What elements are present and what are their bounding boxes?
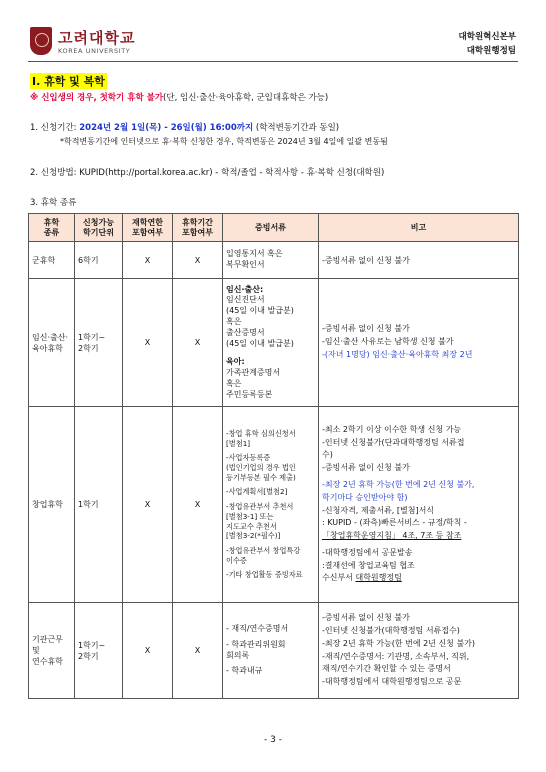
row2-type — [29, 279, 75, 407]
row2-period: X — [173, 279, 223, 407]
row3-remark-line: -최소 2학기 이상 이수한 학생 신청 가능 — [322, 424, 462, 434]
row3-doc-line: -사업자등록증 — [226, 453, 271, 463]
row2-doc-line: 가족관계증명서 — [226, 368, 281, 378]
row3-remark-line — [322, 572, 515, 585]
crest-icon — [30, 27, 52, 55]
row3-remark-line: -인터넷 신청불가(단과대학행정팀 서류접 — [322, 437, 465, 447]
row3-remark-blue: -최장 2년 휴학 가능(한 번에 2년 신청 불가, — [322, 479, 475, 489]
row1-enrollment: X — [123, 242, 173, 279]
row4-unit-text: 1학기~ 2학기 — [78, 640, 106, 661]
row3-doc-line: [별첨1] — [226, 438, 251, 448]
freshman-note-red: ※ 신입생의 경우, 첫학기 휴학 불가 — [30, 93, 164, 103]
row4-remark-line: 재직/연수기간 확인할 수 있는 증명서 — [322, 664, 451, 674]
hdr-period: 휴학기간 포함여부 — [182, 217, 213, 237]
row3-remark-line: 수) — [322, 450, 333, 460]
col-header-remarks — [319, 214, 519, 242]
hdr-remarks: 비고 — [410, 222, 427, 232]
freshman-note — [30, 91, 328, 103]
table-row — [29, 242, 519, 279]
table-row — [29, 407, 519, 603]
row3-doc-line: 지도교수 추천서 — [226, 521, 277, 531]
row3-doc-line: 이수증 — [226, 555, 247, 565]
row2-doc-line: 혹은 — [226, 378, 242, 388]
row2-docs-heading-pregnancy: 임신·출산: — [226, 284, 264, 294]
row4-remarks — [319, 603, 519, 699]
row2-unit-text: 1학기~ 2학기 — [78, 332, 106, 353]
row3-period: X — [173, 407, 223, 603]
row2-doc-line: (45일 이내 발급분) — [226, 338, 294, 348]
row4-remark-line: -인터넷 신청불가(대학행정팀 서류접수) — [322, 625, 460, 635]
row1-remarks: -증빙서류 없이 신청 불가 — [319, 242, 519, 279]
table-row — [29, 279, 519, 407]
row3-remark-underlined: 「창업휴학운영지침」 4조, 7조 등 참조 — [322, 531, 462, 541]
logo-korean: 고려대학교 — [58, 29, 136, 47]
row4-remark-line: -최장 2년 휴학 가능(한 번에 2년 신청 불가) — [322, 638, 476, 648]
item-1-subnote: *학적변동기간에 인터넷으로 휴·복학 신청한 경우, 학적변동은 2024년 3월 4일에 일괄 변동됨 — [60, 137, 388, 146]
section-title: Ⅰ. 휴학 및 복학 — [32, 75, 105, 88]
row3-unit: 1학기 — [75, 407, 123, 603]
item-1-rest: (학적변동기간과 동일) — [253, 123, 340, 133]
hdr-enrollment: 재학연한 포함여부 — [132, 217, 163, 237]
row4-unit — [75, 603, 123, 699]
row4-remark-line: -증빙서류 없이 신청 불가 — [322, 613, 410, 623]
col-header-unit — [75, 214, 123, 242]
row3-remark-line: -증빙서류 없이 신청 불가 — [322, 463, 410, 473]
row3-remark-line: -대학행정팀에서 공문발송 — [322, 547, 413, 557]
table-row — [29, 603, 519, 699]
col-header-type — [29, 214, 75, 242]
row3-doc-line: -창업유관부서 추천서 — [226, 502, 294, 512]
row4-doc-line: - 재직/연수증명서 — [226, 623, 289, 633]
hdr-type: 휴학 종류 — [43, 217, 60, 237]
row2-doc-line: 주민등록등본 — [226, 389, 273, 399]
university-logo — [30, 27, 140, 61]
row2-doc-line: 출산증명서 — [226, 327, 265, 337]
logo-english: KOREA UNIVERSITY — [58, 47, 131, 55]
item-1-label: 1. 신청기간: — [30, 123, 80, 133]
row3-doc-line: -기타 창업활동 증빙자료 — [226, 570, 303, 580]
freshman-note-rest: (단, 임신·출산·육아휴학, 군입대휴학은 가능) — [163, 93, 329, 103]
page-number: - 3 - — [264, 735, 282, 745]
row3-type: 창업휴학 — [29, 407, 75, 603]
row3-doc-line: (법인기업의 경우 법인 — [226, 462, 296, 472]
row1-type: 군휴학 — [29, 242, 75, 279]
row2-remarks — [319, 279, 519, 407]
row4-doc-line: 회의록 — [226, 650, 250, 660]
row1-docs — [223, 242, 319, 279]
row3-remark-blue: 학기마다 승인받아야 함) — [322, 492, 408, 502]
row1-doc-line: 입영통지서 혹은 — [226, 249, 283, 259]
row4-enrollment: X — [123, 603, 173, 699]
row3-remarks — [319, 407, 519, 603]
header-divider — [28, 61, 518, 62]
row3-doc-line: -사업계획서[별첨2] — [226, 487, 288, 497]
row2-remark-line: -임신·출산 사유로는 남학생 신청 불가 — [322, 337, 454, 347]
row2-docs-heading-childcare: 육아: — [226, 357, 245, 367]
item-1-date: 2024년 2월 1일(목) - 26일(월) 16:00까지 — [79, 123, 254, 133]
row1-unit: 6학기 — [75, 242, 123, 279]
item-1-period — [30, 121, 339, 133]
row1-period: X — [173, 242, 223, 279]
col-header-enrollment — [123, 214, 173, 242]
hdr-unit: 신청가능 학기단위 — [83, 217, 114, 237]
row3-doc-line: [별첨3-2(*필수)] — [226, 531, 281, 541]
dept-name-1: 대학원혁신본부 — [458, 32, 516, 42]
row4-type-text: 기관근무 및 연수휴학 — [32, 635, 63, 666]
row4-docs — [223, 603, 319, 699]
row4-remark-line: -대학행정팀에서 대학원행정팀으로 공문 — [322, 677, 462, 687]
table-header-row — [29, 214, 519, 242]
row1-doc-line: 복무확인서 — [226, 260, 265, 269]
row2-remark-line: -증빙서류 없이 신청 불가 — [322, 324, 410, 334]
row3-doc-line: 등기부등본 필수 제출) — [226, 472, 296, 482]
row4-remark-line: -재직/연수증명서: 기관명, 소속부서, 직위, — [322, 651, 470, 661]
row3-remark-line: : KUPID - (좌측)빠른서비스 - 규정/학칙 - — [322, 518, 467, 528]
row3-recipient-dept: 대학원행정팀 — [355, 573, 402, 583]
row2-type-text: 임신·출산· 육아휴학 — [32, 332, 68, 353]
row4-type — [29, 603, 75, 699]
row4-period: X — [173, 603, 223, 699]
row2-doc-line: (45일 이내 발급분) — [226, 306, 294, 316]
item-2-method: 2. 신청방법: KUPID(http://portal.korea.ac.kr) - 학적/졸업 - 학적사항 - 휴·복학 신청(대학원) — [30, 168, 385, 178]
item-3-types: 3. 휴학 종류 — [30, 198, 77, 208]
row3-doc-line: [별첨3-1] 또는 — [226, 511, 274, 521]
hdr-docs: 증빙서류 — [255, 222, 286, 232]
row3-recipient-label: 수신부서 — [322, 573, 356, 583]
row2-doc-line: 혹은 — [226, 316, 242, 326]
row3-remark-line: -신청자격, 제출서류, [별첨]서식 — [322, 505, 435, 515]
row2-doc-line: 임신진단서 — [226, 295, 265, 305]
row3-doc-line: -창업유관부서 창업특강 — [226, 546, 301, 556]
row3-remark-line: :결재선에 창업교육팀 협조 — [322, 560, 415, 570]
row4-doc-line: - 학과내규 — [226, 666, 263, 676]
row3-enrollment: X — [123, 407, 173, 603]
col-header-docs — [223, 214, 319, 242]
row3-doc-line: -창업 휴학 심의신청서 — [226, 428, 296, 438]
row2-enrollment: X — [123, 279, 173, 407]
leave-types-table — [28, 213, 519, 699]
row2-unit — [75, 279, 123, 407]
row2-docs — [223, 279, 319, 407]
col-header-period — [173, 214, 223, 242]
dept-name-2: 대학원행정팀 — [466, 46, 516, 56]
row3-docs — [223, 407, 319, 603]
row2-remark-blue: -(자녀 1명당) 임신·출산·육아휴학 최장 2년 — [322, 349, 473, 359]
row4-doc-line: - 학과관리위원회 — [226, 639, 286, 649]
